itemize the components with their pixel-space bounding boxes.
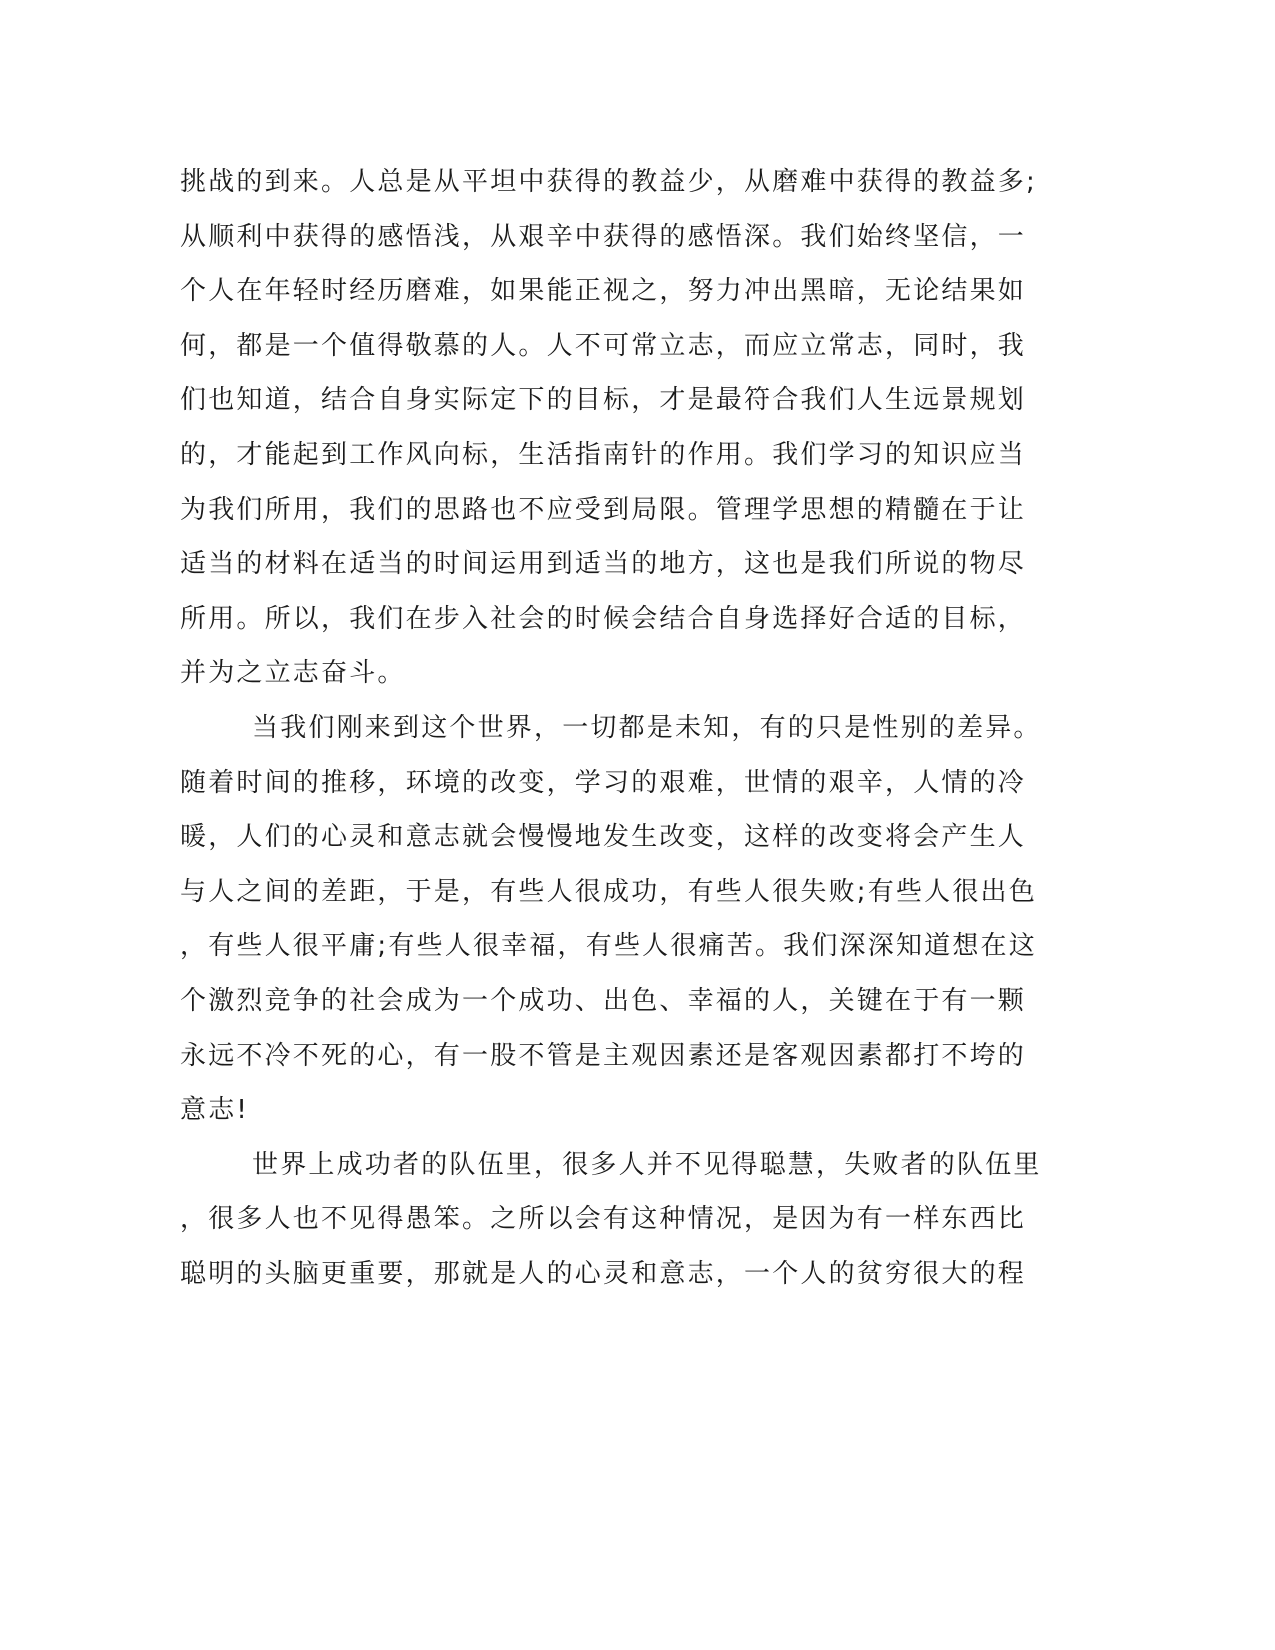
text-line: 意志! [180, 1095, 250, 1126]
text-line: 并为之立志奋斗。 [180, 658, 406, 689]
paragraph-first-line: 当我们刚来到这个世界，一切都是未知，有的只是性别的差异。 [252, 712, 1042, 743]
text-line: 随着时间的推移，环境的改变，学习的艰难，世情的艰辛，人情的冷 [180, 767, 1027, 798]
paragraph-first-line: 世界上成功者的队伍里，很多人并不见得聪慧，失败者的队伍里 [252, 1149, 1042, 1180]
text-line: 与人之间的差距，于是，有些人很成功，有些人很失败;有些人很出色 [180, 876, 1037, 907]
text-line: 所用。所以，我们在步入社会的时候会结合自身选择好合适的目标， [180, 603, 1027, 634]
text-line: 聪明的头脑更重要，那就是人的心灵和意志，一个人的贫穷很大的程 [180, 1258, 1027, 1289]
text-line: 永远不冷不死的心，有一股不管是主观因素还是客观因素都打不垮的 [180, 1040, 1027, 1071]
text-line: 个人在年轻时经历磨难，如果能正视之，努力冲出黑暗，无论结果如 [180, 276, 1027, 307]
text-line: 为我们所用，我们的思路也不应受到局限。管理学思想的精髓在于让 [180, 494, 1027, 525]
text-line: 个激烈竞争的社会成为一个成功、出色、幸福的人，关键在于有一颗 [180, 985, 1027, 1016]
text-line: ，有些人很平庸;有些人很幸福，有些人很痛苦。我们深深知道想在这 [180, 931, 1037, 962]
text-line: 们也知道，结合自身实际定下的目标，才是最符合我们人生远景规划 [180, 385, 1027, 416]
text-line: 何，都是一个值得敬慕的人。人不可常立志，而应立常志，同时，我 [180, 330, 1027, 361]
text-line: 的，才能起到工作风向标，生活指南针的作用。我们学习的知识应当 [180, 439, 1027, 470]
text-line: ，很多人也不见得愚笨。之所以会有这种情况，是因为有一样东西比 [180, 1204, 1027, 1235]
text-line: 适当的材料在适当的时间运用到适当的地方，这也是我们所说的物尽 [180, 549, 1027, 580]
text-line: 从顺利中获得的感悟浅，从艰辛中获得的感悟深。我们始终坚信，一 [180, 221, 1027, 252]
text-line: 挑战的到来。人总是从平坦中获得的教益少，从磨难中获得的教益多; [180, 167, 1037, 197]
body-text [180, 155, 1040, 1301]
text-line: 暖，人们的心灵和意志就会慢慢地发生改变，这样的改变将会产生人 [180, 822, 1027, 853]
